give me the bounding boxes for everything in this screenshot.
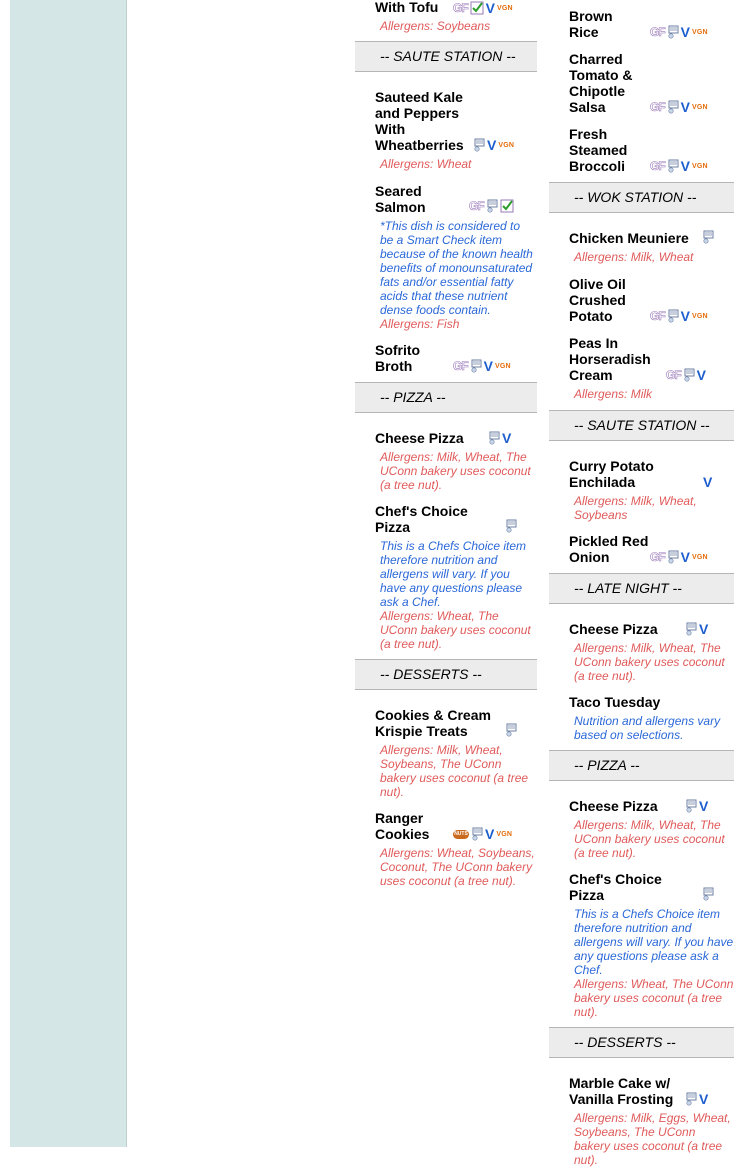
vegetarian-icon: V bbox=[485, 826, 495, 842]
diet-icons bbox=[650, 158, 708, 174]
item-name[interactable]: Taco Tuesday bbox=[569, 694, 661, 710]
vegan-icon: VGN bbox=[692, 553, 708, 561]
item-name[interactable]: Pickled Red Onion bbox=[569, 533, 649, 565]
diet-icons bbox=[473, 137, 514, 153]
item-allergens: Allergens: Wheat, The UConn bakery uses coconut (a tree nut). bbox=[574, 977, 734, 1019]
item-note: *This dish is considered to be a Smart Check item because of the known health benefits of monounsaturated fats and/or essential fatty acids that these nutrient dense foods contain. bbox=[380, 219, 533, 317]
item-name[interactable]: Chef's Choice Pizza bbox=[375, 503, 468, 535]
vegan-icon: VGN bbox=[495, 362, 511, 370]
vegetarian-icon: V bbox=[502, 430, 512, 446]
diet-icons bbox=[703, 474, 712, 490]
station-header: -- WOK STATION -- bbox=[549, 182, 734, 213]
diet-icons bbox=[685, 798, 708, 814]
label-icon bbox=[667, 25, 679, 39]
item-name[interactable]: Charred Tomato & Chipotle Salsa bbox=[569, 51, 633, 115]
diet-icons bbox=[469, 199, 514, 213]
vegetarian-icon: V bbox=[680, 308, 691, 324]
diet-icons bbox=[685, 1091, 708, 1107]
gluten-free-icon: GF bbox=[650, 550, 665, 564]
item-name[interactable]: Chicken Meuniere bbox=[569, 230, 689, 246]
vegetarian-icon: V bbox=[699, 621, 709, 637]
vegetarian-icon: V bbox=[680, 549, 691, 565]
station-header: -- DESSERTS -- bbox=[549, 1027, 734, 1058]
vegetarian-icon: V bbox=[487, 137, 497, 153]
station-header: -- PIZZA -- bbox=[549, 750, 734, 781]
label-icon bbox=[685, 622, 697, 636]
item-name[interactable]: Curry Potato Enchilada bbox=[569, 458, 654, 490]
item-name[interactable]: Cheese Pizza bbox=[375, 430, 464, 446]
item-name[interactable]: Chef's Choice Pizza bbox=[569, 871, 662, 903]
label-icon bbox=[702, 230, 714, 244]
vegetarian-icon: V bbox=[699, 798, 709, 814]
vegan-icon: VGN bbox=[692, 103, 708, 111]
menu-item[interactable] bbox=[355, 0, 537, 33]
label-icon bbox=[685, 1092, 697, 1106]
diet-icons bbox=[488, 430, 511, 446]
gluten-free-icon: GF bbox=[469, 199, 484, 213]
vegetarian-icon: V bbox=[699, 1091, 709, 1107]
item-name[interactable]: Cheese Pizza bbox=[569, 798, 658, 814]
vegan-icon: VGN bbox=[692, 162, 708, 170]
station-header: -- DESSERTS -- bbox=[355, 659, 537, 690]
vegetarian-icon: V bbox=[703, 474, 713, 490]
label-icon bbox=[667, 309, 679, 323]
vegan-icon: VGN bbox=[692, 28, 708, 36]
left-sidebar bbox=[10, 0, 127, 1147]
label-icon bbox=[683, 368, 695, 382]
diet-icons bbox=[650, 99, 708, 115]
vegan-icon: VGN bbox=[692, 312, 708, 320]
label-icon bbox=[488, 431, 500, 445]
item-name[interactable]: Olive Oil Crushed Potato bbox=[569, 276, 626, 324]
item-allergens: Allergens: Milk, Wheat bbox=[574, 250, 694, 264]
menu-item[interactable] bbox=[549, 8, 619, 40]
item-allergens: Allergens: Milk, Wheat, Soybeans, The UConn bakery uses coconut (a tree nut). bbox=[380, 743, 529, 799]
check-icon bbox=[500, 199, 514, 213]
diet-icons bbox=[650, 549, 708, 565]
menu-item[interactable] bbox=[549, 533, 649, 565]
label-icon bbox=[667, 550, 679, 564]
item-note: Nutrition and allergens vary based on selections. bbox=[574, 714, 721, 742]
label-icon bbox=[473, 138, 485, 152]
vegetarian-icon: V bbox=[680, 158, 691, 174]
label-icon bbox=[685, 799, 697, 813]
diet-icons bbox=[666, 367, 706, 383]
diet-icons bbox=[702, 887, 714, 901]
gluten-free-icon: GF bbox=[666, 368, 681, 382]
vegetarian-icon: V bbox=[680, 99, 691, 115]
gluten-free-icon: GF bbox=[453, 1, 468, 15]
item-name[interactable]: With Tofu bbox=[375, 0, 439, 15]
item-note: This is a Chefs Choice item therefore nutrition and allergens will vary. If you have any questions please ask a Chef. bbox=[574, 907, 734, 977]
diet-icons bbox=[702, 230, 714, 244]
vegan-icon: VGN bbox=[498, 141, 515, 149]
menu-item[interactable] bbox=[549, 230, 693, 264]
label-icon bbox=[505, 519, 517, 533]
station-header: -- SAUTE STATION -- bbox=[549, 410, 734, 441]
item-name[interactable]: Peas In Horseradish Cream bbox=[569, 335, 651, 383]
diet-icons bbox=[505, 519, 517, 533]
station-header: -- SAUTE STATION -- bbox=[355, 41, 537, 72]
vegetarian-icon: V bbox=[485, 0, 496, 16]
item-allergens: Allergens: Fish bbox=[380, 317, 460, 331]
vegetarian-icon: V bbox=[696, 367, 707, 383]
label-icon bbox=[486, 199, 498, 213]
item-allergens: Allergens: Milk, Wheat, The UConn bakery uses coconut (a tree nut). bbox=[380, 450, 531, 492]
menu-item[interactable] bbox=[549, 126, 644, 174]
label-icon bbox=[471, 827, 483, 841]
vegan-icon: VGN bbox=[497, 4, 513, 12]
item-name[interactable]: Sofrito Broth bbox=[375, 342, 421, 374]
check-icon bbox=[470, 1, 484, 15]
item-name[interactable]: Brown Rice bbox=[569, 8, 613, 40]
menu-item[interactable] bbox=[355, 707, 537, 799]
item-name[interactable]: Cheese Pizza bbox=[569, 621, 658, 637]
diet-icons bbox=[650, 308, 708, 324]
item-allergens: Allergens: Milk, Wheat, Soybeans bbox=[574, 494, 697, 522]
item-name[interactable]: Seared Salmon bbox=[375, 183, 426, 215]
diet-icons bbox=[685, 621, 708, 637]
diet-icons bbox=[650, 24, 708, 40]
label-icon bbox=[505, 723, 517, 737]
menu-item[interactable] bbox=[355, 810, 537, 888]
gluten-free-icon: GF bbox=[650, 25, 665, 39]
menu-item[interactable] bbox=[549, 458, 714, 522]
station-header: -- LATE NIGHT -- bbox=[549, 573, 734, 604]
gluten-free-icon: GF bbox=[650, 309, 665, 323]
menu-item[interactable] bbox=[355, 89, 537, 171]
diet-icons bbox=[453, 358, 511, 374]
item-name[interactable]: Ranger Cookies bbox=[375, 810, 430, 842]
vegan-icon: VGN bbox=[496, 830, 513, 838]
vegetarian-icon: V bbox=[680, 24, 691, 40]
item-allergens: Allergens: Wheat, The UConn bakery uses coconut (a tree nut). bbox=[380, 609, 531, 651]
item-allergens: Allergens: Milk, Eggs, Wheat, Soybeans, The UConn bakery uses coconut (a tree nut). bbox=[574, 1111, 731, 1167]
item-note: This is a Chefs Choice item therefore nutrition and allergens will vary. If you have any questions please ask a Chef. bbox=[380, 539, 527, 609]
menu-item[interactable] bbox=[549, 335, 659, 401]
item-allergens: Allergens: Wheat, Soybeans, Coconut, The UConn bakery uses coconut (a tree nut). bbox=[380, 846, 535, 888]
label-icon bbox=[470, 359, 482, 373]
gluten-free-icon: GF bbox=[650, 159, 665, 173]
item-name[interactable]: Fresh Steamed Broccoli bbox=[569, 126, 628, 174]
diet-icons bbox=[453, 0, 513, 16]
item-allergens: Allergens: Milk, Wheat, The UConn bakery uses coconut (a tree nut). bbox=[574, 641, 725, 683]
item-name[interactable]: Sauteed Kale and Peppers With Wheatberries bbox=[375, 89, 464, 153]
label-icon bbox=[667, 100, 679, 114]
menu-item[interactable] bbox=[549, 694, 734, 742]
diet-icons bbox=[505, 723, 517, 737]
item-allergens: Allergens: Milk, Wheat, The UConn bakery uses coconut (a tree nut). bbox=[574, 818, 725, 860]
gluten-free-icon: GF bbox=[650, 100, 665, 114]
item-allergens: Allergens: Wheat bbox=[380, 157, 472, 171]
gluten-free-icon: GF bbox=[453, 359, 468, 373]
item-name[interactable]: Cookies & Cream Krispie Treats bbox=[375, 707, 491, 739]
menu-item[interactable] bbox=[549, 1075, 734, 1167]
menu-item[interactable] bbox=[549, 51, 644, 115]
item-allergens: Allergens: Milk bbox=[574, 387, 653, 401]
label-icon bbox=[702, 887, 714, 901]
item-allergens: Allergens: Soybeans bbox=[380, 19, 491, 33]
menu-item[interactable] bbox=[549, 276, 639, 324]
diet-icons bbox=[453, 826, 512, 842]
nuts-icon: NUTS bbox=[454, 830, 468, 837]
label-icon bbox=[667, 159, 679, 173]
vegetarian-icon: V bbox=[483, 358, 494, 374]
item-name[interactable]: Marble Cake w/ Vanilla Frosting bbox=[569, 1075, 674, 1107]
station-header: -- PIZZA -- bbox=[355, 382, 537, 413]
